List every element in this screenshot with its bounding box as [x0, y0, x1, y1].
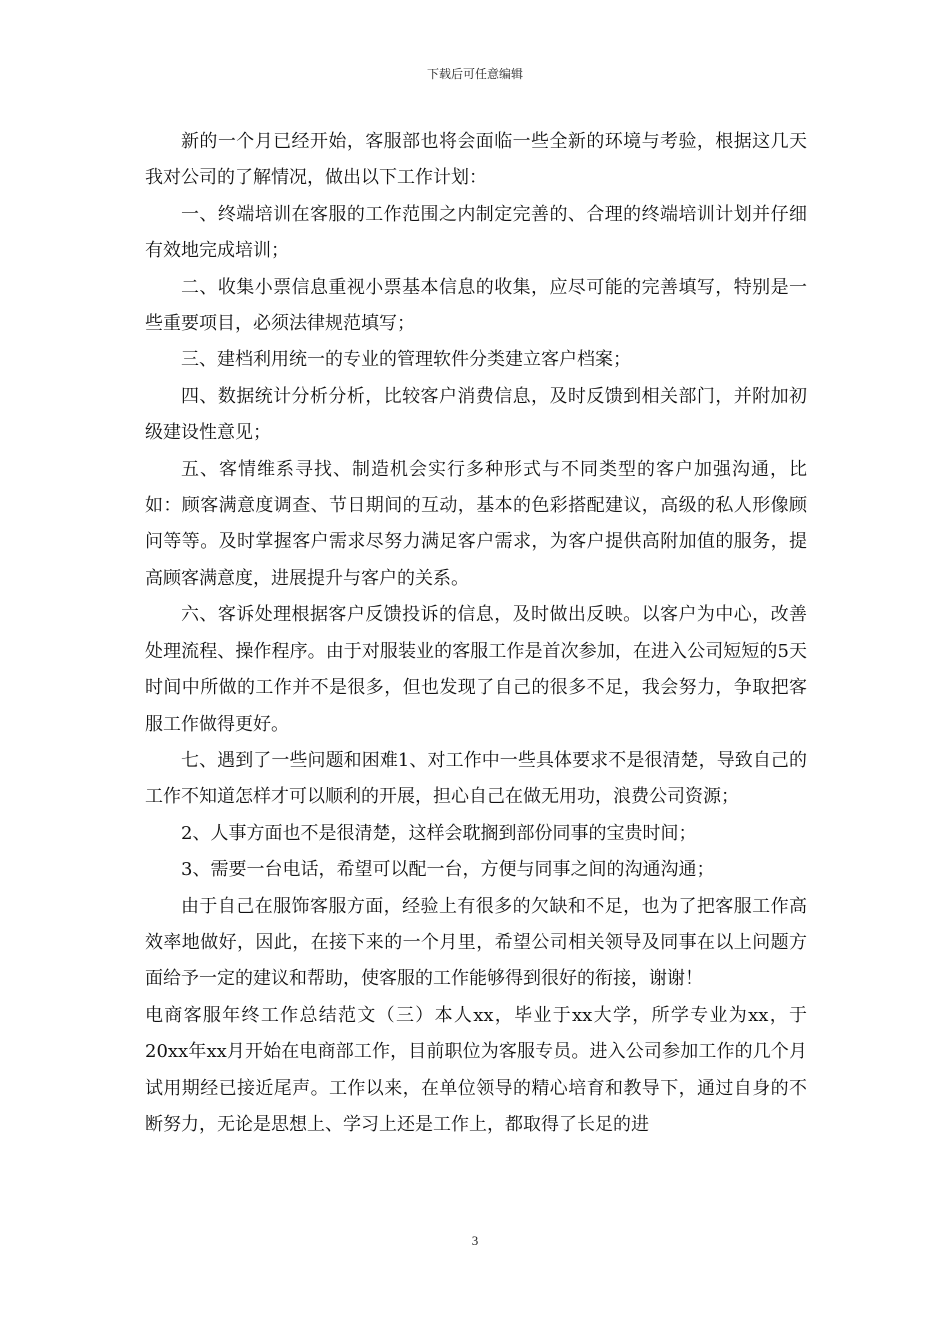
paragraph: 二、收集小票信息重视小票基本信息的收集，应尽可能的完善填写，特别是一些重要项目，必须法律规范填写； [145, 276, 807, 335]
paragraph: 七、遇到了一些问题和困难1、对工作中一些具体要求不是很清楚，导致自己的工作不知道怎样才可以顺利的开展，担心自己在做无用功，浪费公司资源； [145, 749, 807, 808]
section-title-paragraph: 电商客服年终工作总结范文（三）本人xx，毕业于xx大学，所学专业为xx，于20xx年xx月开始在电商部工作，目前职位为客服专员。进入公司参加工作的几个月试用期经已接近尾声。工作以来，在单位领导的精心培育和教导下，通过自身的不断努力，无论是思想上、学习上还是工作上，都取得了长足的进 [145, 1004, 807, 1135]
document-body [145, 124, 807, 1143]
paragraph: 2、人事方面也不是很清楚，这样会耽搁到部份同事的宝贵时间； [181, 822, 697, 844]
paragraph: 一、终端培训在客服的工作范围之内制定完善的、合理的终端培训计划并仔细有效地完成培训； [145, 203, 807, 262]
paragraph: 3、需要一台电话，希望可以配一台，方便与同事之间的沟通沟通； [181, 859, 715, 881]
paragraph: 五、客情维系寻找、制造机会实行多种形式与不同类型的客户加强沟通，比如：顾客满意度调查、节日期间的互动，基本的色彩搭配建议，高级的私人形像顾问等等。及时掌握客户需求尽努力满足客户需求，为客户提供高附加值的服务，提高顾客满意度，进展提升与客户的关系。 [145, 458, 807, 589]
page-number: 3 [471, 1233, 479, 1248]
paragraph: 新的一个月已经开始，客服部也将会面临一些全新的环境与考验，根据这几天我对公司的了解情况，做出以下工作计划： [145, 131, 807, 189]
paragraph: 由于自己在服饰客服方面，经验上有很多的欠缺和不足，也为了把客服工作高效率地做好，因此，在接下来的一个月里，希望公司相关领导及同事在以上问题方面给予一定的建议和帮助，使客服的工作能够得到很好的衔接，谢谢！ [145, 895, 807, 990]
paragraph: 四、数据统计分析分析，比较客户消费信息，及时反馈到相关部门，并附加初级建设性意见； [145, 385, 807, 444]
paragraph: 六、客诉处理根据客户反馈投诉的信息，及时做出反映。以客户为中心，改善处理流程、操作程序。由于对服装业的客服工作是首次参加，在进入公司短短的5天时间中所做的工作并不是很多，但也发现了自己的很多不足，我会努力，争取把客服工作做得更好。 [145, 604, 807, 735]
page-header: 下载后可任意编辑 [426, 67, 523, 81]
paragraph: 三、建档利用统一的专业的管理软件分类建立客户档案； [181, 349, 631, 371]
